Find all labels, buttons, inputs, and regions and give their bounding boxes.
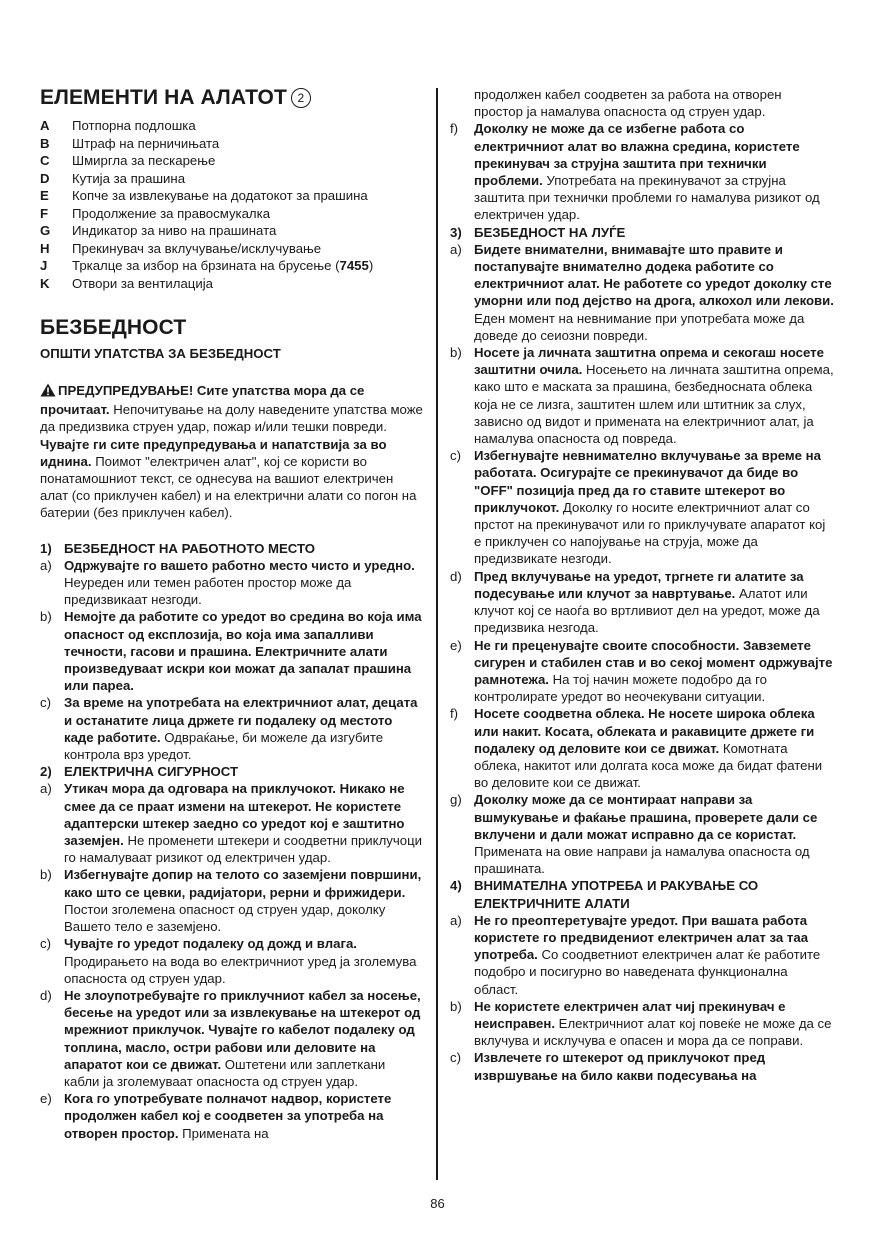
page-number: 86: [430, 1196, 445, 1211]
list-item: b) Не користете електричен алат чиј прекинувач е неисправен. Електричниот алат кој повеќе не може да се вклучува и исклучува е опасен и мора да се поправи.: [450, 998, 832, 1049]
section-heading: 3) БЕЗБЕДНОСТ НА ЛУЃЕ: [450, 224, 626, 240]
list-item: b) Носете ја личната заштитна опрема и секогаш носете заштитни очила. Носењето на личната заштитна опрема, како што е маската за прашина, безбедносната облека која не се лизга, заштитен шлем или штитник за слух, зависно од видот и примената на електричниот алат, ја намалува опасноста од повреда.: [450, 345, 834, 447]
legend-key: C: [40, 153, 50, 168]
legend-key: G: [40, 223, 51, 238]
elements-legend: [40, 117, 424, 292]
legend-text: Продолжение за правосмукалка: [72, 205, 271, 221]
list-item: продолжен кабел соодветен за работа на отворен простор ја намалува опасноста од струен удар.: [474, 87, 782, 120]
list-item: b) Избегнувајте допир на телото со заземјени површини, како што се цевки, радијатори, рерни и фрижидери. Постои зголемена опасност од струен удар, доколку Вашето тело е заземјено.: [40, 867, 422, 935]
legend-key: E: [40, 188, 49, 203]
legend-item: [40, 135, 424, 153]
legend-text: Кутија за прашина: [72, 170, 186, 186]
list-item: a) Утикач мора да одговара на приклучокот. Никако не смее да се праат измени на штекерот. Не користете адаптерски штекер заедно со уредот кој е заштитно заземјен. Не променети штекери и соодветни приклучоци го намалуваат ризикот од електричен удар.: [40, 781, 423, 866]
legend-text: Отвори за вентилација: [72, 275, 213, 291]
legend-key: A: [40, 118, 50, 133]
legend-key: B: [40, 135, 50, 151]
legend-item: [40, 240, 424, 258]
legend-item: [40, 117, 424, 135]
legend-item: [40, 222, 424, 240]
warning-triangle-icon: [40, 383, 56, 401]
section-heading: 4) ВНИМАТЕЛНА УПОТРЕБА И РАКУВАЊЕ СО ЕЛЕКТРИЧНИТЕ АЛАТИ: [450, 878, 759, 911]
legend-text: Штраф на перничињата: [72, 135, 220, 151]
list-item: g) Доколку може да се монтираат направи за вшмукување и фаќање прашина, проверете дали се вклучени и дали можат исправно да се користат. Примената на овие направи ја намалува опасноста од прашината.: [450, 792, 818, 877]
legend-text: Индикатор за ниво на прашината: [72, 223, 277, 238]
list-item: e) Кога го употребувате полначот надвор, користете продолжен кабел кој е соодветен за употреба на отворен простор. Примената на: [40, 1091, 392, 1141]
safety-subtitle: ОПШТИ УПАТСТВА ЗА БЕЗБЕДНОСТ: [40, 346, 281, 361]
list-item: a) Бидете внимателни, внимавајте што правите и постапувајте внимателно додека работите со електричниот алат. Не работете со уредот доколку сте уморни или под дејство на дрога, алкохол или лекови. Еден момент на невнимание при употребата може да доведе до сеиозни повреди.: [450, 241, 834, 343]
list-item: e) Не ги преценувајте своите способности. Завземете сигурен и стабилен став и во секој момент одржувајте рамнотежа. На тој начин можете подобро да го контролирате уредот во неочекувани ситуации.: [450, 637, 833, 705]
legend-text: Прекинувач за вклучување/исклучување: [72, 240, 322, 256]
legend-item: [40, 275, 424, 293]
legend-item: [40, 170, 424, 188]
legend-item: [40, 205, 424, 223]
list-item: d) Пред вклучување на уредот, тргнете ги алатите за подесување или клучот за навртување. Алатот или клучот кој се наоѓа во вртливиот дел на уредот, може да предизвика незгода.: [450, 568, 820, 636]
legend-key: D: [40, 170, 50, 186]
legend-key: K: [40, 275, 50, 291]
legend-key: J: [40, 258, 48, 273]
list-item: d) Не злоупотребувајте го приклучниот кабел за носење, бесење на уредот или за извлекување на штекерот од мрежниот приклучок. Чувајте го кабелот подалеку од топлина, масло, остри рабови или деловите на апаратот кои се движат. Оштетени или заплеткани кабли ја зголемуваат опасноста од струен удар.: [40, 987, 421, 1089]
warning-paragraph: ПРЕДУПРЕДУВАЊЕ! Сите упатства мора да се прочитаат. Непочитување на долу наведените упатства може да предизвика струен удар, пожар и/или тешки повреди. Чувајте ги сите предупредувања и напатствија за во иднина. Поимот "електричен алат", кој се користи во понатамошниот текст, се однесува на вашиот електричен алат (со приклучен кабел) и на електрични алати со погон на батерии (без приклучен кабел).: [40, 383, 423, 521]
list-item: c) Избегнувајте невнимателно вклучување за време на работата. Осигурајте се прекинувачот да биде во "OFF" позиција пред да го ставите штекерот во приклучокот. Доколку го носите електричниот алат со прстот на прекинувачот или го приклучувате апаратот кој е приклучен со напојување на струја, може да предизвикате незгоди.: [450, 448, 826, 567]
list-item: c) За време на употребата на електричниот алат, децата и останатите лица држете ги подалеку од местото каде работите. Одвраќање, би можеле да изгубите контрола врз уредот.: [40, 695, 418, 763]
list-item: b) Немојте да работите со уредот во средина во која има опасност од експлозија, во која има запалливи течности, гасови и прашина. Електричните алати произведуваат искри кои можат да запалат прашина или пареа.: [40, 609, 422, 694]
legend-text: Потпорна подлошка: [72, 118, 196, 133]
list-item: f) Доколку не може да се избегне работа со електричниот алат во влажна средина, користете прекинувач за струјна заштита при технички проблеми. Употребата на прекинувачот за струјна заштита при технички проблеми го намалува ризикот од електричен удар.: [450, 121, 820, 223]
legend-text: Копче за извлекување на додатокот за прашина: [72, 188, 368, 203]
legend-key: H: [40, 240, 50, 256]
section-heading: 1) БЕЗБЕДНОСТ НА РАБОТНОТО МЕСТО: [40, 540, 315, 556]
right-sections: [450, 224, 834, 1084]
section-heading: 2) ЕЛЕКТРИЧНА СИГУРНОСТ: [40, 764, 239, 780]
left-column: [40, 86, 424, 1142]
list-item: c) Чувајте го уредот подалеку од дожд и влага. Продирањето на вода во електричниот уред ја зголемува опасноста од струен удар.: [40, 936, 417, 986]
right-column: [450, 86, 834, 1084]
elements-title: ЕЛЕМЕНТИ НА АЛАТОТ 2: [40, 86, 424, 110]
legend-item: [40, 257, 424, 275]
list-item: f) Носете соодветна облека. Не носете широка облека или накит. Косата, облеката и ракавиците држете ги подалеку од деловите кои се движат. Комотната облека, накитот или долгата коса може да бидат фатени во деловите кои се движат.: [450, 706, 823, 791]
legend-key: F: [40, 205, 49, 221]
figure-ref-badge: 2: [291, 88, 311, 108]
column-divider: [436, 88, 438, 1180]
list-item: a) Не го преоптеретувајте уредот. При вашата работа користете го предвидениот електричен алат за таа употреба. Со соодветниот електричен алат ќе работите подобро и посигурно во наведената функционална област.: [450, 912, 821, 997]
left-sections: [40, 540, 424, 1142]
legend-item: [40, 187, 424, 205]
list-item: a) Одржувајте го вашето работно место чисто и уредно. Неуреден или темен работен простор може да предизвикаат незгоди.: [40, 557, 415, 608]
legend-item: [40, 152, 424, 170]
list-item: c) Извлечете го штекерот од приклучокот пред извршување на било какви подесувања на: [450, 1050, 766, 1083]
legend-text: Тркалце за избор на брзината на брусење (7455): [72, 258, 374, 273]
legend-text: Шмиргла за пескарење: [72, 153, 216, 168]
safety-title: БЕЗБЕДНОСТ: [40, 316, 187, 339]
